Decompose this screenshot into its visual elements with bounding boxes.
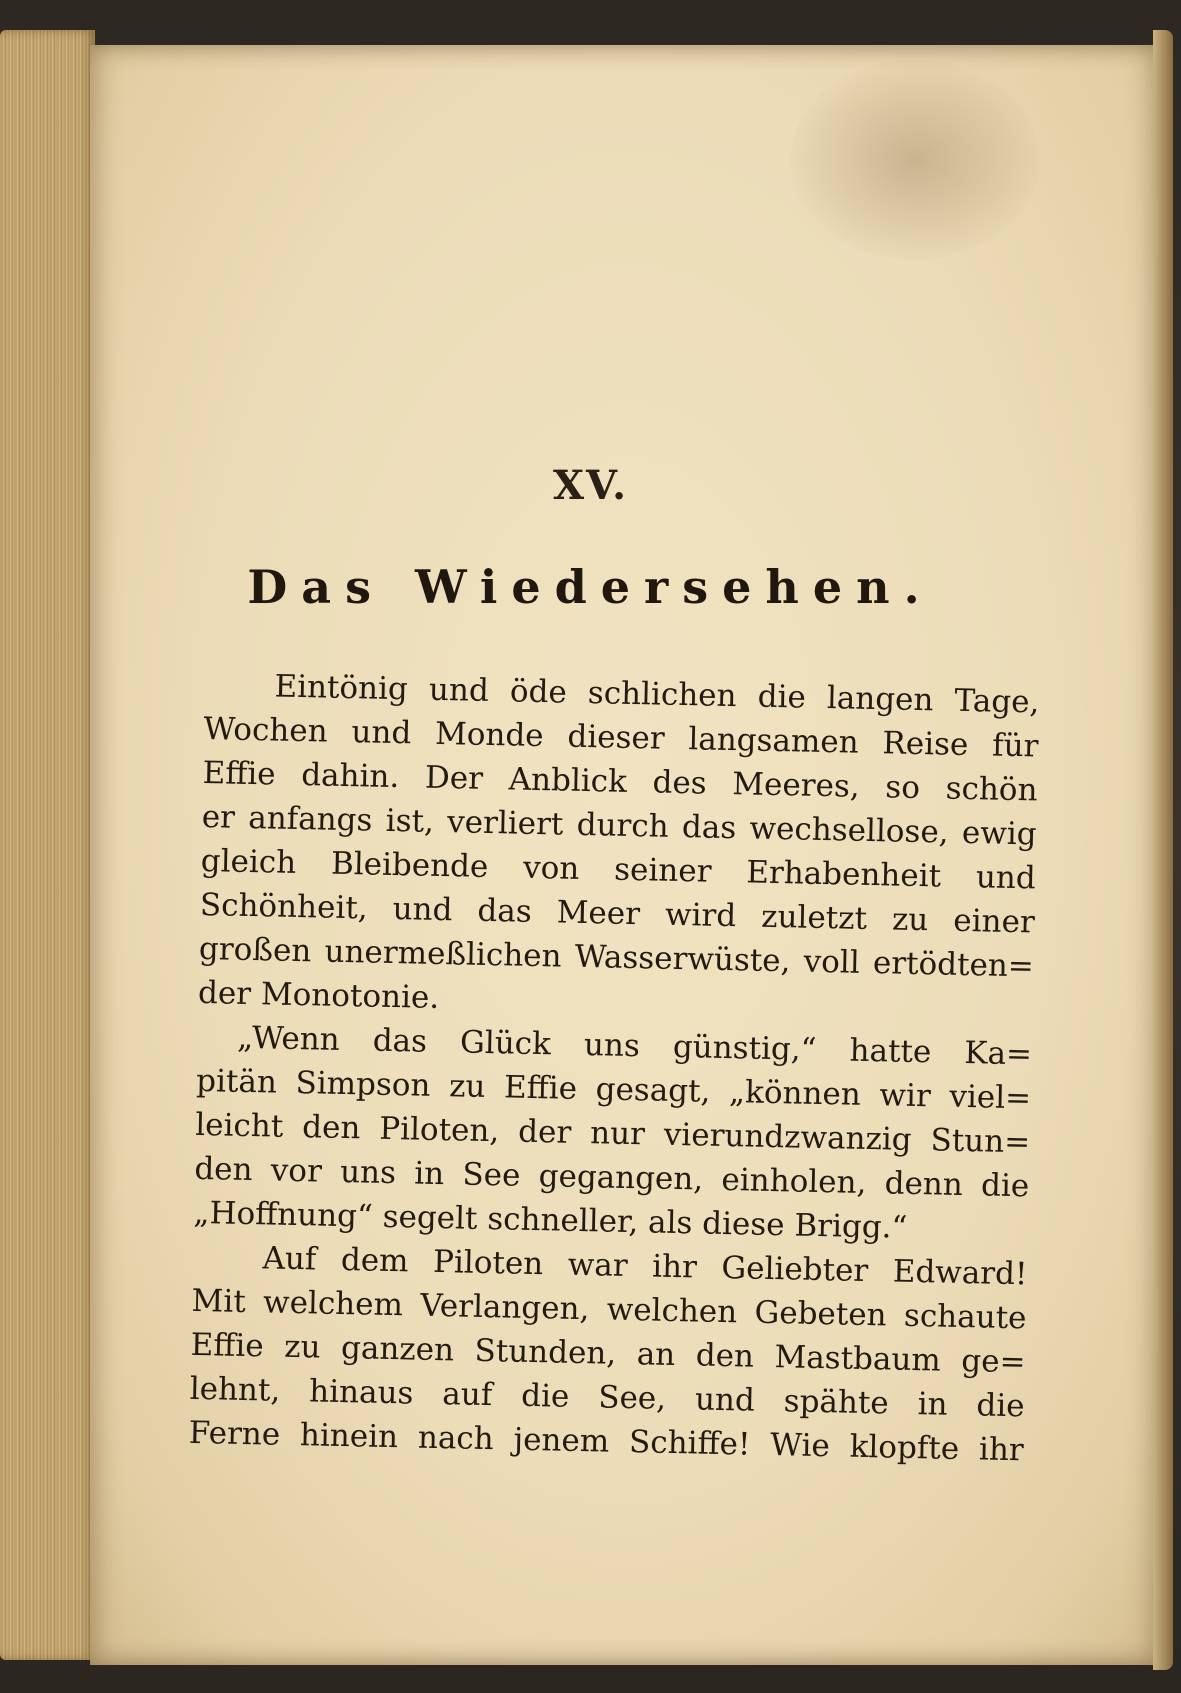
text-line: Eintönig und öde schlichen die langen Tage,	[274, 668, 1040, 721]
text-line: „Hoffnung“ segelt schneller, als diese Brigg.“	[193, 1194, 908, 1246]
text-line: Effie zu ganzen Stunden, an den Mastbaum ge=	[190, 1326, 1026, 1381]
text-line: Wochen und Monde dieser langsamen Reise für	[203, 710, 1039, 765]
text-line: pitän Simpson zu Effie gesagt, „können wir viel=	[195, 1062, 1032, 1117]
body-text	[188, 663, 1039, 1472]
text-line: den vor uns in See gegangen, einholen, denn die	[194, 1150, 1030, 1205]
text-line: großen unermeßlichen Wasserwüste, voll ertödten=	[198, 930, 1035, 985]
chapter-numeral: XV.	[552, 462, 628, 509]
text-line: „Wenn das Glück uns günstig,“ hatte Ka=	[236, 1019, 1033, 1073]
book-page-edges	[0, 30, 95, 1660]
text-line: gleich Bleibende von seiner Erhabenheit und	[200, 842, 1037, 897]
text-line: leicht den Piloten, der nur vierundzwanzig Stun=	[194, 1106, 1031, 1161]
text-line: Mit welchem Verlangen, welchen Gebeten schaute	[191, 1282, 1027, 1337]
paper-stain	[790, 60, 1040, 260]
text-line: Schönheit, und das Meer wird zuletzt zu einer	[199, 886, 1036, 941]
text-line: lehnt, hinaus auf die See, und spähte in die	[189, 1370, 1025, 1425]
paragraph-3	[188, 1235, 1027, 1472]
text-line: er anfangs ist, verliert durch das wechsellose, ewig	[201, 798, 1037, 853]
text-line: Ferne hinein nach jenem Schiffe! Wie klopfte ihr	[188, 1414, 1025, 1469]
text-line: der Monotonie.	[197, 974, 440, 1016]
paragraph-1	[198, 663, 1040, 1032]
text-line: Auf dem Piloten war ihr Geliebter Edward!	[262, 1240, 1028, 1293]
text-line: Effie dahin. Der Anblick des Meeres, so schön	[202, 754, 1038, 809]
paragraph-2	[193, 1015, 1032, 1252]
book-spine-edge	[1153, 30, 1173, 1670]
chapter-title: Das Wiedersehen.	[247, 560, 934, 614]
